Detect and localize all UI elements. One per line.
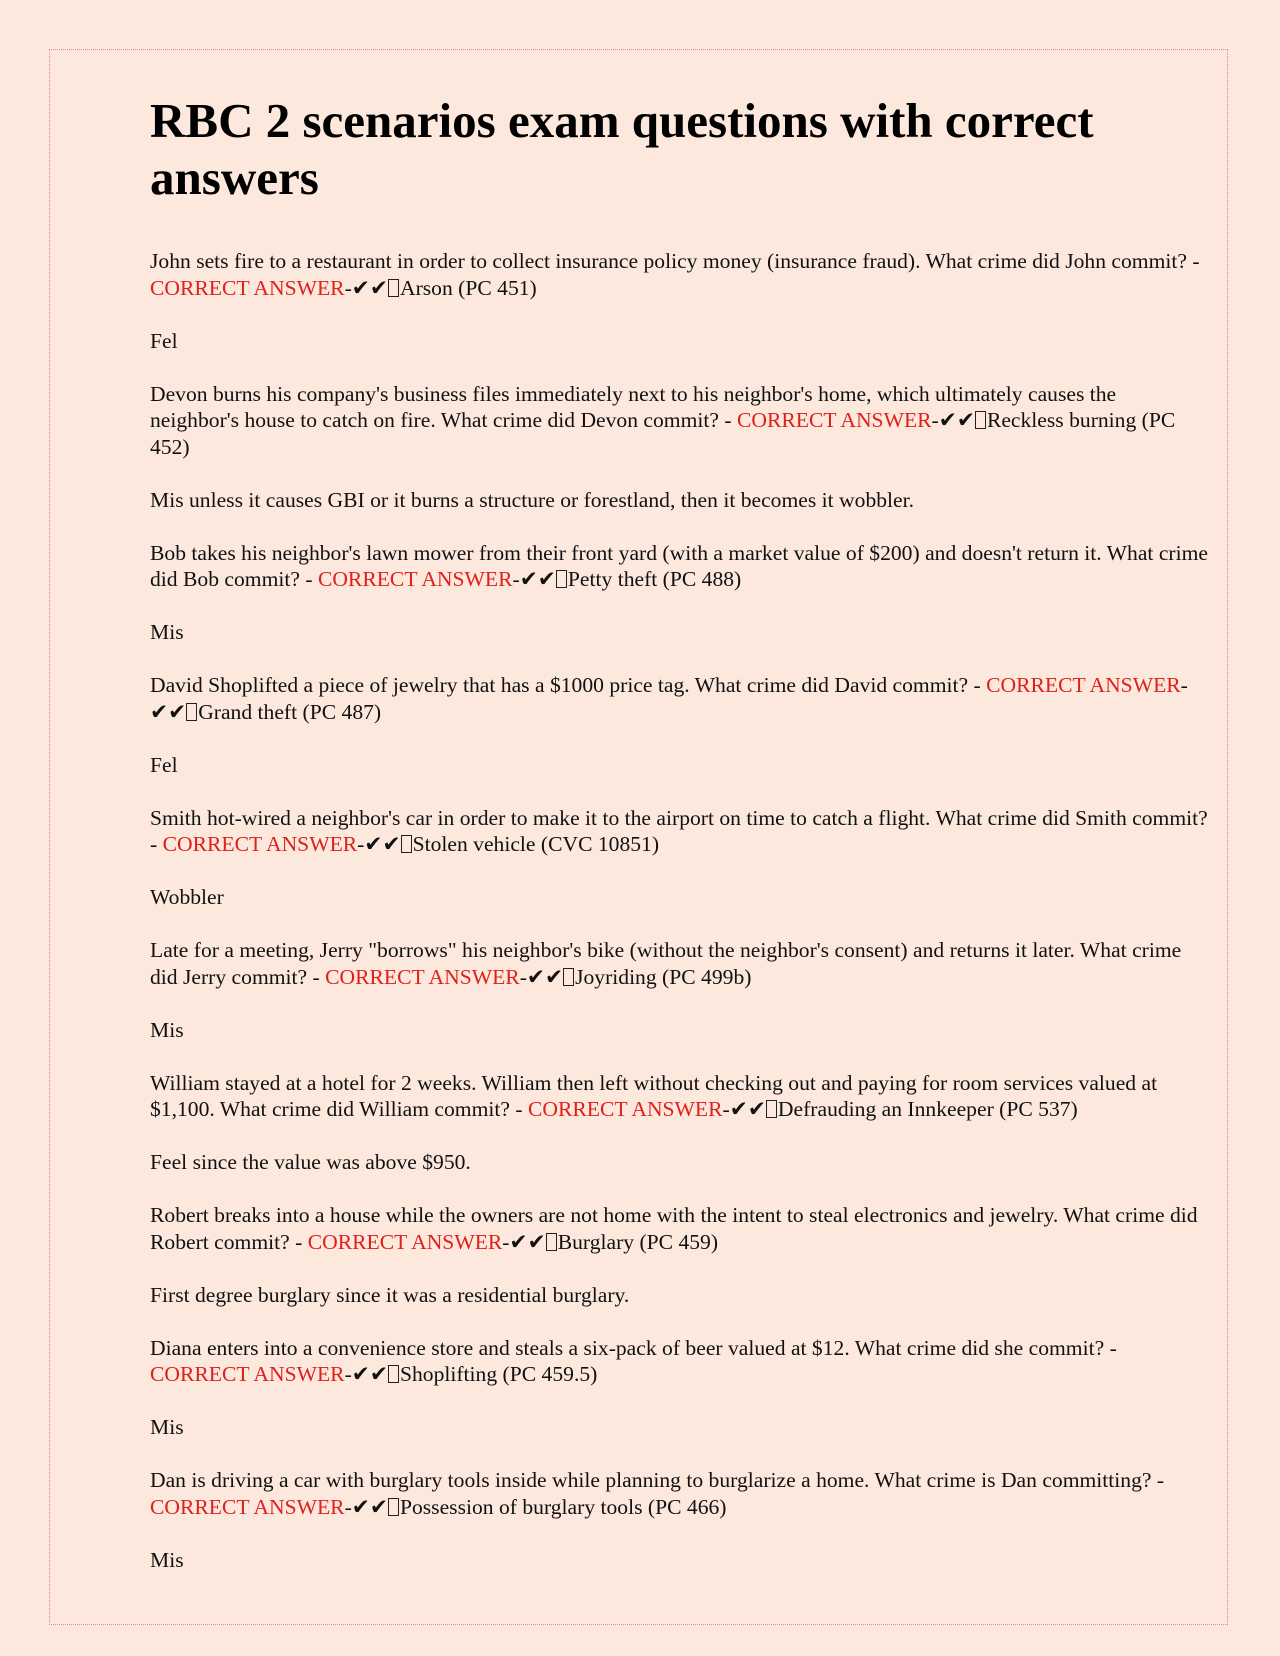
missing-glyph-icon — [186, 703, 197, 721]
correct-answer-label: CORRECT ANSWER — [986, 673, 1181, 697]
correct-answer-label: CORRECT ANSWER — [736, 408, 932, 432]
question-paragraph — [150, 381, 1210, 461]
qa-list — [150, 248, 1210, 1573]
page-title: RBC 2 scenarios exam questions with correct answers — [150, 93, 1094, 205]
correct-answer-label: CORRECT ANSWER — [527, 1097, 723, 1121]
question-text: Robert breaks into a house while the owners are not home with the intent to steal electronics and jewelry. What crime did Robert commit? - — [150, 1203, 1198, 1254]
answer-note: Mis unless it causes GBI or it burns a structure or forestland, then it becomes it wobbler. — [150, 487, 915, 512]
answer-text: Reckless burning (PC 452) — [150, 408, 1176, 459]
missing-glyph-icon — [401, 835, 412, 853]
answer-text: Shoplifting (PC 459.5) — [399, 1362, 598, 1386]
answer-text: Arson (PC 451) — [399, 275, 537, 300]
missing-glyph-icon — [388, 1498, 399, 1516]
question-paragraph — [150, 1070, 1210, 1123]
question-paragraph — [150, 937, 1210, 990]
checkmark-icon: -✔✔ — [722, 1097, 766, 1121]
answer-note: Wobbler — [150, 885, 224, 909]
correct-answer-label: CORRECT ANSWER — [325, 964, 520, 989]
question-paragraph — [150, 540, 1210, 593]
checkmark-icon: -✔✔ — [344, 275, 388, 300]
question-paragraph — [150, 672, 1210, 725]
missing-glyph-icon — [563, 968, 574, 986]
question-paragraph — [150, 1202, 1210, 1255]
question-text: Late for a meeting, Jerry "borrows" his neighbor's bike (without the neighbor's consent) and returns it later. What crime did Jerry commit? - — [150, 938, 1182, 989]
correct-answer-label: CORRECT ANSWER — [150, 275, 345, 300]
missing-glyph-icon — [766, 1100, 777, 1118]
question-text: Devon burns his company's business files immediately next to his neighbor's home, which ultimately causes the neighbor's house to catch on fire. What crime did Devon commit? - — [150, 381, 1117, 432]
answer-text: Petty theft (PC 488) — [567, 567, 742, 591]
question-text: David Shoplifted a piece of jewelry that has a $1000 price tag. What crime did David commit? - — [150, 673, 987, 697]
answer-text: Grand theft (PC 487) — [198, 699, 382, 724]
question-text: Diana enters into a convenience store and steals a six-pack of beer valued at $12. What crime did she commit? - — [150, 1335, 1117, 1360]
missing-glyph-icon — [388, 279, 399, 297]
answer-note: Mis — [150, 620, 184, 644]
document-body — [150, 92, 1210, 1600]
question-text: Dan is driving a car with burglary tools inside while planning to burglarize a home. What crime is Dan committing? - — [150, 1468, 1165, 1492]
missing-glyph-icon — [388, 1365, 399, 1383]
answer-note: Mis — [150, 1547, 184, 1572]
question-text: John sets fire to a restaurant in order to collect insurance policy money (insurance fraud). What crime did John commit? - — [150, 249, 1200, 273]
checkmark-icon: -✔✔ — [512, 567, 556, 591]
question-text: Smith hot-wired a neighbor's car in order to make it to the airport on time to catch a flight. What crime did Smith commit? - — [150, 805, 1208, 856]
correct-answer-label: CORRECT ANSWER — [150, 1494, 345, 1519]
checkmark-icon: -✔✔ — [931, 408, 975, 432]
checkmark-icon: -✔✔ — [357, 832, 401, 856]
checkmark-icon: -✔✔ — [344, 1362, 388, 1386]
correct-answer-label: CORRECT ANSWER — [317, 567, 513, 591]
missing-glyph-icon — [546, 1233, 557, 1251]
question-text: Bob takes his neighbor's lawn mower from their front yard (with a market value of $200) and doesn't return it. What crime did Bob commit? - — [150, 540, 1208, 591]
answer-text: Possession of burglary tools (PC 466) — [399, 1494, 727, 1519]
missing-glyph-icon — [975, 411, 986, 429]
question-paragraph — [150, 1467, 1210, 1520]
correct-answer-label: CORRECT ANSWER — [150, 1362, 345, 1386]
answer-text: Stolen vehicle (CVC 10851) — [412, 832, 660, 856]
checkmark-icon: -✔✔ — [344, 1494, 388, 1519]
missing-glyph-icon — [556, 570, 567, 588]
answer-text: Burglary (PC 459) — [557, 1229, 719, 1254]
question-paragraph — [150, 805, 1210, 858]
question-paragraph — [150, 1335, 1210, 1388]
answer-text: Joyriding (PC 499b) — [575, 964, 752, 989]
answer-note: Fel — [150, 328, 178, 353]
answer-note: First degree burglary since it was a residential burglary. — [150, 1282, 630, 1307]
checkmark-icon: -✔✔ — [150, 673, 1188, 724]
question-paragraph — [150, 248, 1210, 301]
correct-answer-label: CORRECT ANSWER — [162, 832, 358, 856]
answer-text: Defrauding an Innkeeper (PC 537) — [777, 1097, 1078, 1121]
checkmark-icon: -✔✔ — [519, 964, 564, 989]
answer-note: Fel — [150, 752, 178, 777]
answer-note: Mis — [150, 1017, 184, 1042]
answer-note: Mis — [150, 1415, 184, 1439]
correct-answer-label: CORRECT ANSWER — [307, 1229, 503, 1254]
question-text: William stayed at a hotel for 2 weeks. William then left without checking out and paying for room services valued at $1,100. What crime did William commit? - — [150, 1070, 1158, 1121]
checkmark-icon: -✔✔ — [502, 1229, 546, 1254]
answer-note: Feel since the value was above $950. — [150, 1150, 471, 1174]
